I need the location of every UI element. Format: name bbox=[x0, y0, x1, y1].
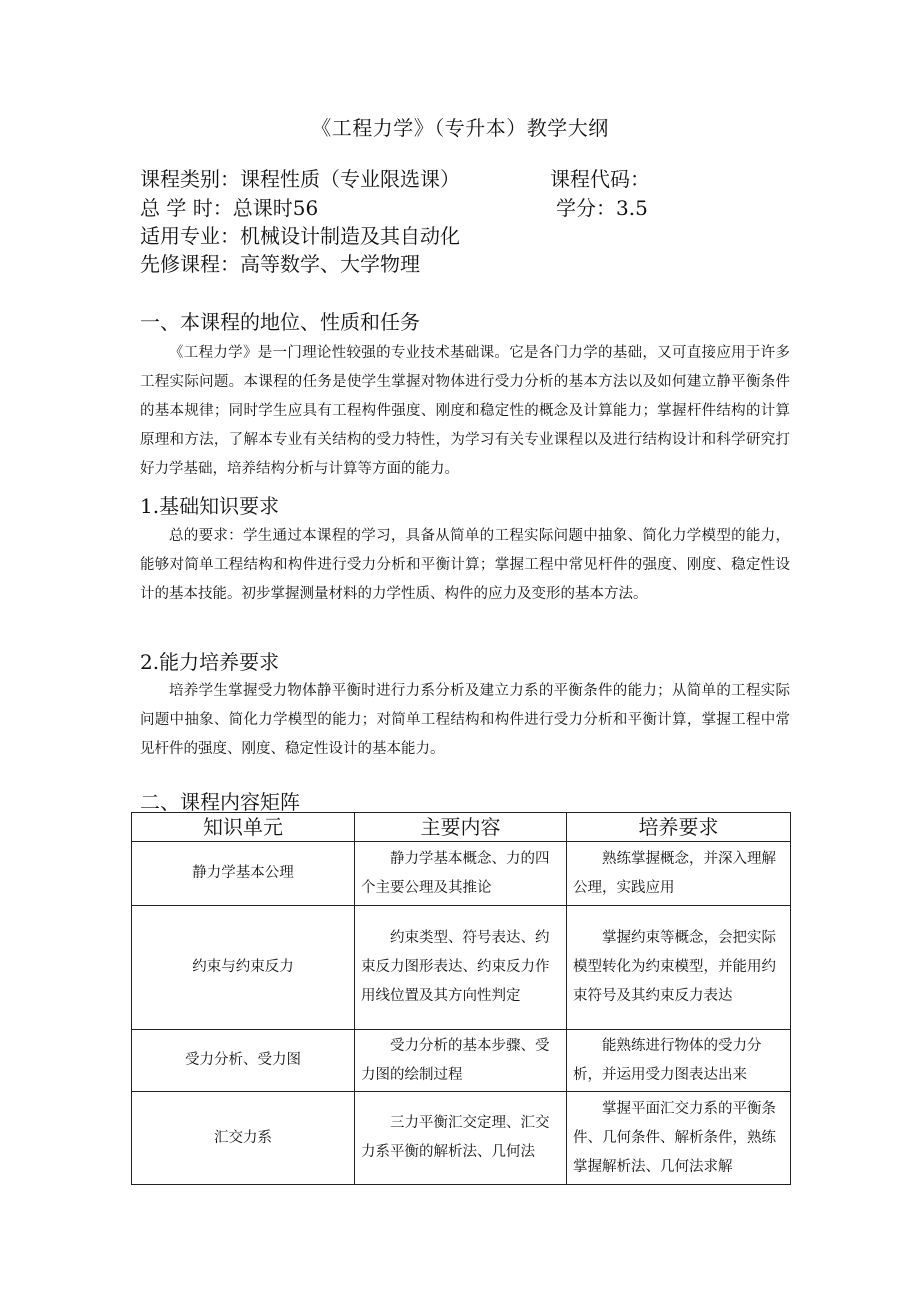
knowledge-unit-cell: 静力学基本公理 bbox=[132, 842, 355, 906]
course-code: 课程代码： bbox=[550, 167, 650, 191]
header-knowledge-unit: 知识单元 bbox=[132, 813, 355, 842]
meta-line-hours bbox=[140, 195, 780, 221]
training-requirement-cell: 掌握平面汇交力系的平衡条件、几何条件、解析条件，熟练掌握解析法、几何法求解 bbox=[567, 1092, 791, 1185]
course-content-matrix bbox=[131, 812, 791, 1185]
meta-line-course-type bbox=[140, 166, 780, 192]
knowledge-unit-cell: 受力分析、受力图 bbox=[132, 1030, 355, 1092]
meta-line-major bbox=[140, 223, 780, 249]
course-type: 课程类别：课程性质（专业限选课） bbox=[140, 167, 460, 191]
training-requirement-cell: 掌握约束等概念，会把实际模型转化为约束模型，并能用约束符号及其约束反力表达 bbox=[567, 906, 791, 1030]
applicable-major: 适用专业：机械设计制造及其自动化 bbox=[140, 224, 460, 248]
section1-heading: 一、本课程的地位、性质和任务 bbox=[140, 310, 420, 334]
header-main-content: 主要内容 bbox=[355, 813, 567, 842]
subsection2-heading: 2.能力培养要求 bbox=[140, 650, 280, 674]
main-content-cell: 约束类型、符号表达、约束反力图形表达、约束反力作用线位置及其方向性判定 bbox=[355, 906, 567, 1030]
prerequisite-courses: 先修课程：高等数学、大学物理 bbox=[140, 252, 420, 276]
table-row bbox=[132, 1092, 791, 1185]
document-title: 《工程力学》（专升本）教学大纲 bbox=[311, 116, 609, 140]
table-header-row bbox=[132, 813, 791, 842]
training-requirement-cell: 熟练掌握概念，并深入理解公理，实践应用 bbox=[567, 842, 791, 906]
meta-line-prerequisites bbox=[140, 251, 780, 277]
credits: 学分：3.5 bbox=[556, 196, 648, 220]
training-requirement-cell: 能熟练进行物体的受力分析，并运用受力图表达出来 bbox=[567, 1030, 791, 1092]
knowledge-unit-cell: 汇交力系 bbox=[132, 1092, 355, 1185]
table-row bbox=[132, 906, 791, 1030]
subsection1-paragraph: 总的要求：学生通过本课程的学习，具备从简单的工程实际问题中抽象、简化力学模型的能力，能够对简单工程结构和构件进行受力分析和平衡计算；掌握工程中常见杆件的强度、刚度、稳定性设计的基本技能。初步掌握测量材料的力学性质、构件的应力及变形的基本方法。 bbox=[140, 528, 790, 602]
subsection2-paragraph: 培养学生掌握受力物体静平衡时进行力系分析及建立力系的平衡条件的能力；从简单的工程实际问题中抽象、简化力学模型的能力；对简单工程结构和构件进行受力分析和平衡计算，掌握工程中常见杆件的强度、刚度、稳定性设计的基本能力。 bbox=[140, 683, 790, 757]
section1-paragraph: 《工程力学》是一门理论性较强的专业技术基础课。它是各门力学的基础，又可直接应用于许多工程实际问题。本课程的任务是使学生掌握对物体进行受力分析的基本方法以及如何建立静平衡条件的基本规律；同时学生应具有工程构件强度、刚度和稳定性的概念及计算能力；掌握杆件结构的计算原理和方法，了解本专业有关结构的受力特性，为学习有关专业课程以及进行结构设计和科学研究打好力学基础，培养结构分析与计算等方面的能力。 bbox=[140, 345, 790, 477]
table-row bbox=[132, 842, 791, 906]
total-hours: 总 学 时：总课时56 bbox=[140, 196, 319, 220]
table-row bbox=[132, 1030, 791, 1092]
knowledge-unit-cell: 约束与约束反力 bbox=[132, 906, 355, 1030]
header-training-requirement: 培养要求 bbox=[567, 813, 791, 842]
subsection1-heading: 1.基础知识要求 bbox=[140, 494, 280, 518]
section2-heading: 二、课程内容矩阵 bbox=[140, 790, 300, 814]
main-content-cell: 三力平衡汇交定理、汇交力系平衡的解析法、几何法 bbox=[355, 1092, 567, 1185]
main-content-cell: 静力学基本概念、力的四个主要公理及其推论 bbox=[355, 842, 567, 906]
main-content-cell: 受力分析的基本步骤、受力图的绘制过程 bbox=[355, 1030, 567, 1092]
